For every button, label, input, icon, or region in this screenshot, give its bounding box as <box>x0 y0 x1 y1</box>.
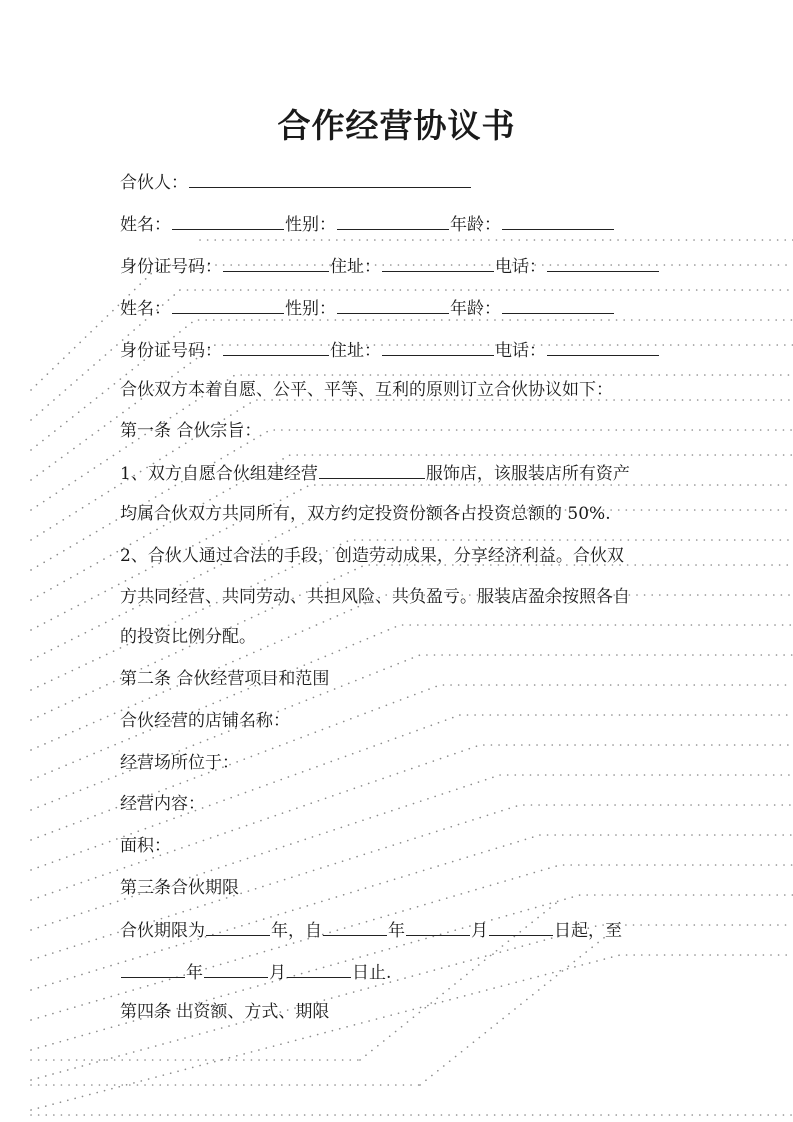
age-label: 年龄： <box>450 299 501 319</box>
partner2-id-line <box>120 336 660 362</box>
day-end-label: 日止. <box>352 963 392 983</box>
address-blank[interactable] <box>382 252 494 272</box>
phone-label: 电话： <box>495 341 546 361</box>
age-label: 年龄： <box>450 215 501 235</box>
month-label: 月 <box>471 921 488 941</box>
partner1-info-line <box>120 210 615 236</box>
phone-label: 电话： <box>495 257 546 277</box>
day-start-label: 日起，至 <box>554 921 622 941</box>
document-title: 合作经营协议书 <box>277 106 516 145</box>
term-years-blank[interactable] <box>206 916 270 936</box>
id-blank[interactable] <box>223 336 329 356</box>
article4-heading: 第四条 出资额、方式、期限 <box>120 1002 330 1022</box>
gender-blank[interactable] <box>337 294 449 314</box>
term-line1 <box>120 916 622 942</box>
address-blank[interactable] <box>382 336 494 356</box>
year-label: 年 <box>186 963 203 983</box>
partner-label: 合伙人： <box>120 173 188 193</box>
a1-p1-after: 服饰店，该服装店所有资产 <box>425 464 630 484</box>
end-month-blank[interactable] <box>204 958 268 978</box>
article1-heading: 第一条 合伙宗旨： <box>120 421 262 441</box>
article1-para2-line1: 2、合伙人通过合法的手段，创造劳动成果，分享经济利益。合伙双 <box>120 546 624 566</box>
phone-blank[interactable] <box>547 336 659 356</box>
phone-blank[interactable] <box>547 252 659 272</box>
name-label: 姓名： <box>120 299 171 319</box>
article1-para2-line3: 的投资比例分配。 <box>120 627 256 647</box>
start-month-blank[interactable] <box>406 916 470 936</box>
gender-blank[interactable] <box>337 210 449 230</box>
id-blank[interactable] <box>223 252 329 272</box>
business-name-blank[interactable] <box>319 459 425 479</box>
year-label: 年 <box>388 921 405 941</box>
month-label: 月 <box>269 963 286 983</box>
start-day-blank[interactable] <box>489 916 553 936</box>
location-label: 经营场所位于： <box>120 753 239 773</box>
partner2-info-line <box>120 294 615 320</box>
intro-text: 合伙双方本着自愿、公平、平等、互利的原则订立合伙协议如下： <box>120 380 613 400</box>
article1-para2-line2: 方共同经营、共同劳动、共担风险、共负盈亏。服装店盈余按照各自 <box>120 587 630 607</box>
gender-label: 性别： <box>285 299 336 319</box>
area-label: 面积： <box>120 836 171 856</box>
end-day-blank[interactable] <box>287 958 351 978</box>
start-year-blank[interactable] <box>323 916 387 936</box>
term-line2 <box>120 958 391 984</box>
article2-heading: 第二条 合伙经营项目和范围 <box>120 669 330 689</box>
age-blank[interactable] <box>502 210 614 230</box>
id-label: 身份证号码： <box>120 341 222 361</box>
name-blank[interactable] <box>172 294 284 314</box>
content-label: 经营内容： <box>120 794 205 814</box>
partner1-id-line <box>120 252 660 278</box>
a1-p1-before: 1、双方自愿合伙组建经营 <box>120 464 318 484</box>
gender-label: 性别： <box>285 215 336 235</box>
article1-para1-line2: 均属合伙双方共同所有，双方约定投资份额各占投资总额的 50%. <box>120 504 611 524</box>
term-prefix: 合伙期限为 <box>120 921 205 941</box>
name-blank[interactable] <box>172 210 284 230</box>
id-label: 身份证号码： <box>120 257 222 277</box>
partner-line <box>120 168 472 194</box>
year-from-label: 年，自 <box>271 921 322 941</box>
partner-blank[interactable] <box>189 168 471 188</box>
article1-para1-line1 <box>120 459 630 485</box>
address-label: 住址： <box>330 257 381 277</box>
name-label: 姓名： <box>120 215 171 235</box>
age-blank[interactable] <box>502 294 614 314</box>
shop-name-label: 合伙经营的店铺名称： <box>120 711 290 731</box>
address-label: 住址： <box>330 341 381 361</box>
article3-heading: 第三条合伙期限 <box>120 878 239 898</box>
end-year-blank[interactable] <box>121 958 185 978</box>
